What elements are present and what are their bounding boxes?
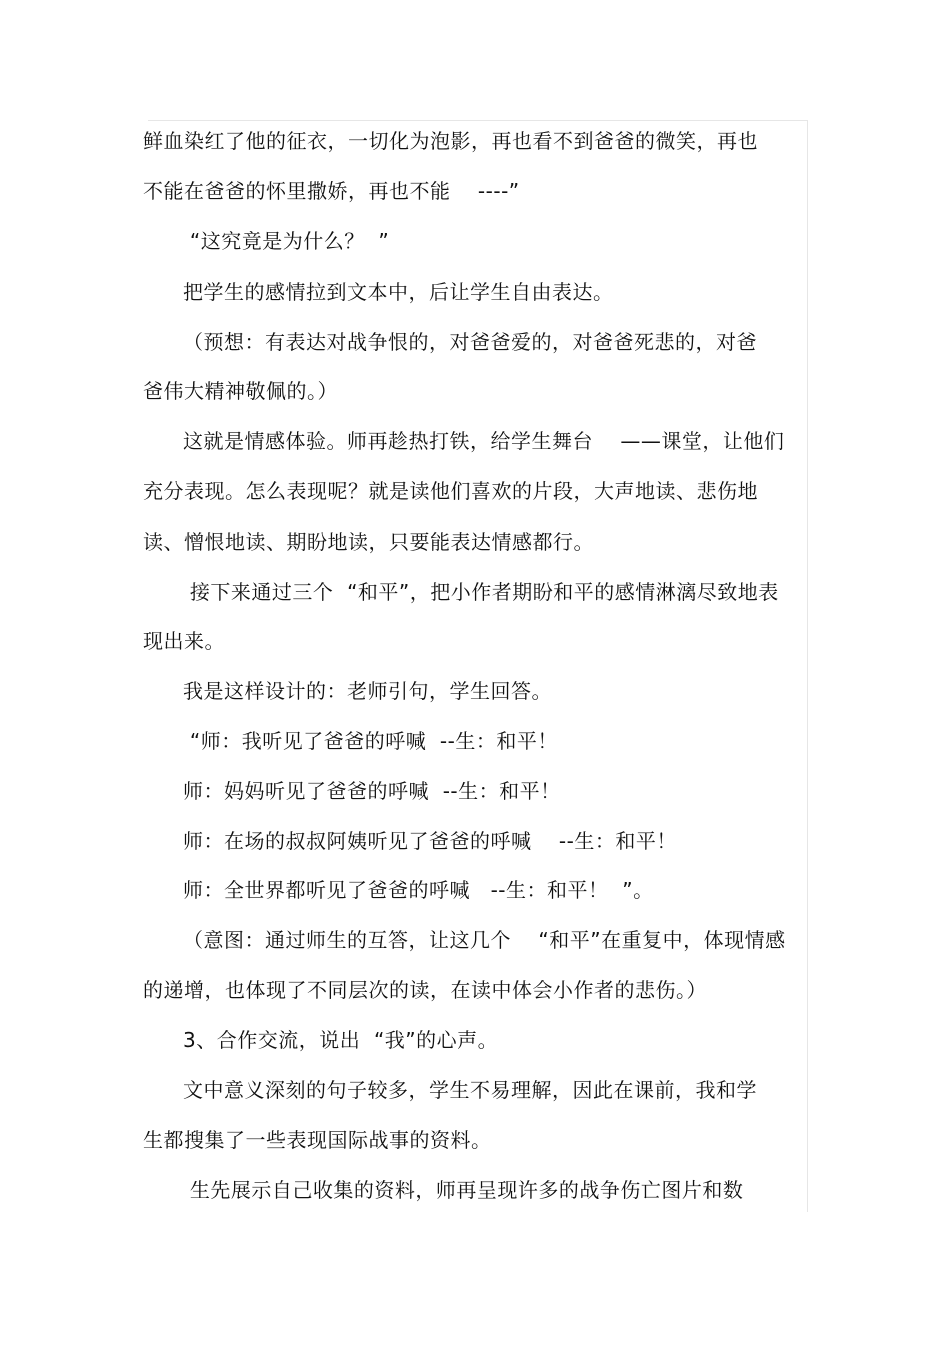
text-line: 师：妈妈听见了爸爸的呼喊 --生：和平！	[183, 779, 561, 803]
text-line: 生先展示自己收集的资料，师再呈现许多的战争伤亡图片和数	[183, 1178, 744, 1202]
text-line: （预想：有表达对战争恨的，对爸爸爱的，对爸爸死悲的，对爸	[183, 330, 757, 354]
text-line: 接下来通过三个 “和平”，把小作者期盼和平的感情淋漓尽致地表	[183, 580, 779, 604]
text-line: 读、憎恨地读、期盼地读，只要能表达情感都行。	[143, 530, 594, 554]
text-line: “师：我听见了爸爸的呼喊 --生：和平！	[183, 729, 558, 753]
text-line: 不能在爸爸的怀里撒娇，再也不能 ----”	[143, 179, 520, 203]
text-line: 把学生的感情拉到文本中，后让学生自由表达。	[183, 280, 614, 304]
text-line: 生都搜集了一些表现国际战事的资料。	[143, 1128, 492, 1152]
text-line: 现出来。	[143, 629, 225, 653]
text-line: 的递增，也体现了不同层次的读，在读中体会小作者的悲伤。）	[143, 978, 707, 1002]
text-line: 这就是情感体验。师再趁热打铁，给学生舞台 ——课堂，让他们	[183, 429, 785, 453]
text-line: 充分表现。怎么表现呢？就是读他们喜欢的片段，大声地读、悲伤地	[143, 479, 758, 503]
page-border-top	[148, 120, 808, 121]
text-line: 爸伟大精神敬佩的。）	[143, 379, 338, 403]
text-line: 师：全世界都听见了爸爸的呼喊 --生：和平！ ”。	[183, 878, 654, 902]
text-line: “这究竟是为什么？ ”	[183, 229, 390, 253]
text-line: 3、合作交流，说出 “我”的心声。	[183, 1028, 499, 1052]
text-line: （意图：通过师生的互答，让这几个 “和平”在重复中，体现情感	[183, 928, 786, 952]
page-border-right	[807, 120, 808, 1212]
text-line: 我是这样设计的：老师引句，学生回答。	[183, 679, 552, 703]
text-line: 鲜血染红了他的征衣，一切化为泡影，再也看不到爸爸的微笑，再也	[143, 129, 758, 153]
text-line: 文中意义深刻的句子较多，学生不易理解，因此在课前，我和学	[183, 1078, 757, 1102]
text-line: 师：在场的叔叔阿姨听见了爸爸的呼喊 --生：和平！	[183, 829, 677, 853]
